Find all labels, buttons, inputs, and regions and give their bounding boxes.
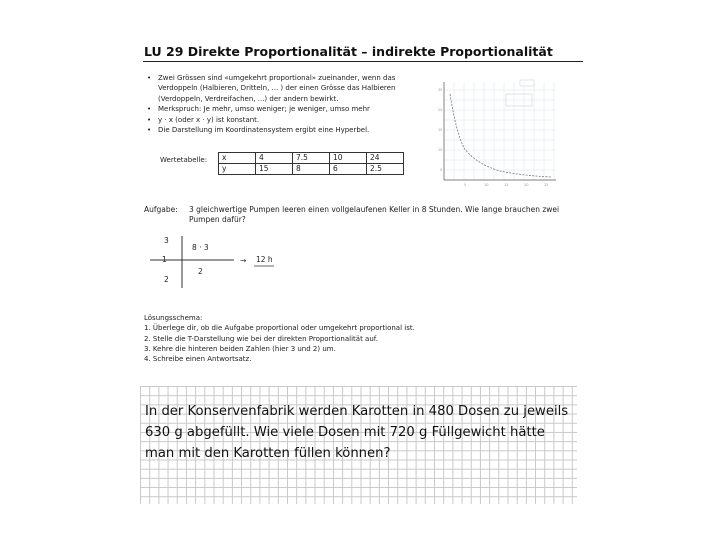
exercise-text: In der Konservenfabrik werden Karotten in 480 Dosen zu jeweils 630 g abgefüllt. Wie viele Dosen mit 720 g Füllgewicht hätte man mit den Karotten füllen können?: [145, 404, 569, 461]
svg-text:10: 10: [438, 148, 443, 152]
t-result: 12 h: [256, 255, 273, 264]
definition-item: • Merkspruch: Je mehr, umso weniger; je weniger, umso mehr: [147, 104, 437, 114]
solution-step: 1. Überlege dir, ob die Aufgabe proportional oder umgekehrt proportional ist.: [144, 324, 415, 333]
table-row: [219, 164, 404, 175]
table-cell: 7.5: [293, 153, 330, 164]
definition-item: • y · x (oder x · y) ist konstant.: [147, 115, 437, 125]
svg-text:15: 15: [504, 183, 509, 187]
value-table-label: Wertetabelle:: [160, 156, 208, 164]
t-diagram: [150, 232, 290, 292]
title-rule: [143, 61, 583, 62]
svg-text:5: 5: [464, 183, 467, 187]
svg-text:25: 25: [544, 183, 549, 187]
table-cell: 24: [367, 153, 404, 164]
definition-item: • Die Darstellung im Koordinatensystem ergibt eine Hyperbel.: [147, 125, 437, 135]
table-cell: x: [219, 153, 256, 164]
value-table: [218, 152, 404, 175]
table-row: [219, 153, 404, 164]
t-left-top: 3: [164, 236, 169, 245]
t-left-mid: 1: [162, 255, 167, 264]
table-cell: y: [219, 164, 256, 175]
svg-text:35: 35: [438, 88, 443, 92]
page-title: LU 29 Direkte Proportionalität – indirekte Proportionalität: [144, 44, 553, 59]
task-label: Aufgabe:: [144, 205, 178, 214]
t-right-bottom: 2: [198, 267, 203, 276]
solution-step: 3. Kehre die hinteren beiden Zahlen (hier 3 und 2) um.: [144, 344, 336, 353]
svg-text:25: 25: [438, 108, 443, 112]
svg-text:15: 15: [438, 128, 443, 132]
svg-text:20: 20: [524, 183, 529, 187]
t-left-bottom: 2: [164, 275, 169, 284]
definition-item: • Zwei Grössen sind «umgekehrt proportional» zueinander, wenn das Verdoppeln (Halbieren, Dritteln, ... ) der einen Grösse das Halbieren (Verdoppeln, Verdreifachen, ...) der andern bewirkt.: [147, 73, 437, 104]
solution-step: 2. Stelle die T-Darstellung wie bei der direkten Proportionalität auf.: [144, 334, 378, 343]
task-example-text: 3 gleichwertige Pumpen leeren einen vollgelaufenen Keller in 8 Stunden. Wie lange brauchen zwei Pumpen dafür?: [189, 205, 560, 224]
solution-step: 4. Schreibe einen Antwortsatz.: [144, 355, 252, 364]
table-cell: 10: [330, 153, 367, 164]
table-cell: 4: [256, 153, 293, 164]
t-right-top: 8 · 3: [192, 243, 209, 252]
table-cell: 15: [256, 164, 293, 175]
table-cell: 2.5: [367, 164, 404, 175]
table-cell: 8: [293, 164, 330, 175]
hyperbola-graph: [430, 76, 560, 191]
svg-text:5: 5: [440, 168, 443, 172]
solution-scheme: [144, 313, 564, 364]
solution-heading: Lösungsschema:: [144, 314, 203, 322]
definition-list: [147, 73, 437, 135]
t-arrow: →: [240, 256, 247, 265]
svg-text:10: 10: [484, 183, 489, 187]
table-cell: 6: [330, 164, 367, 175]
